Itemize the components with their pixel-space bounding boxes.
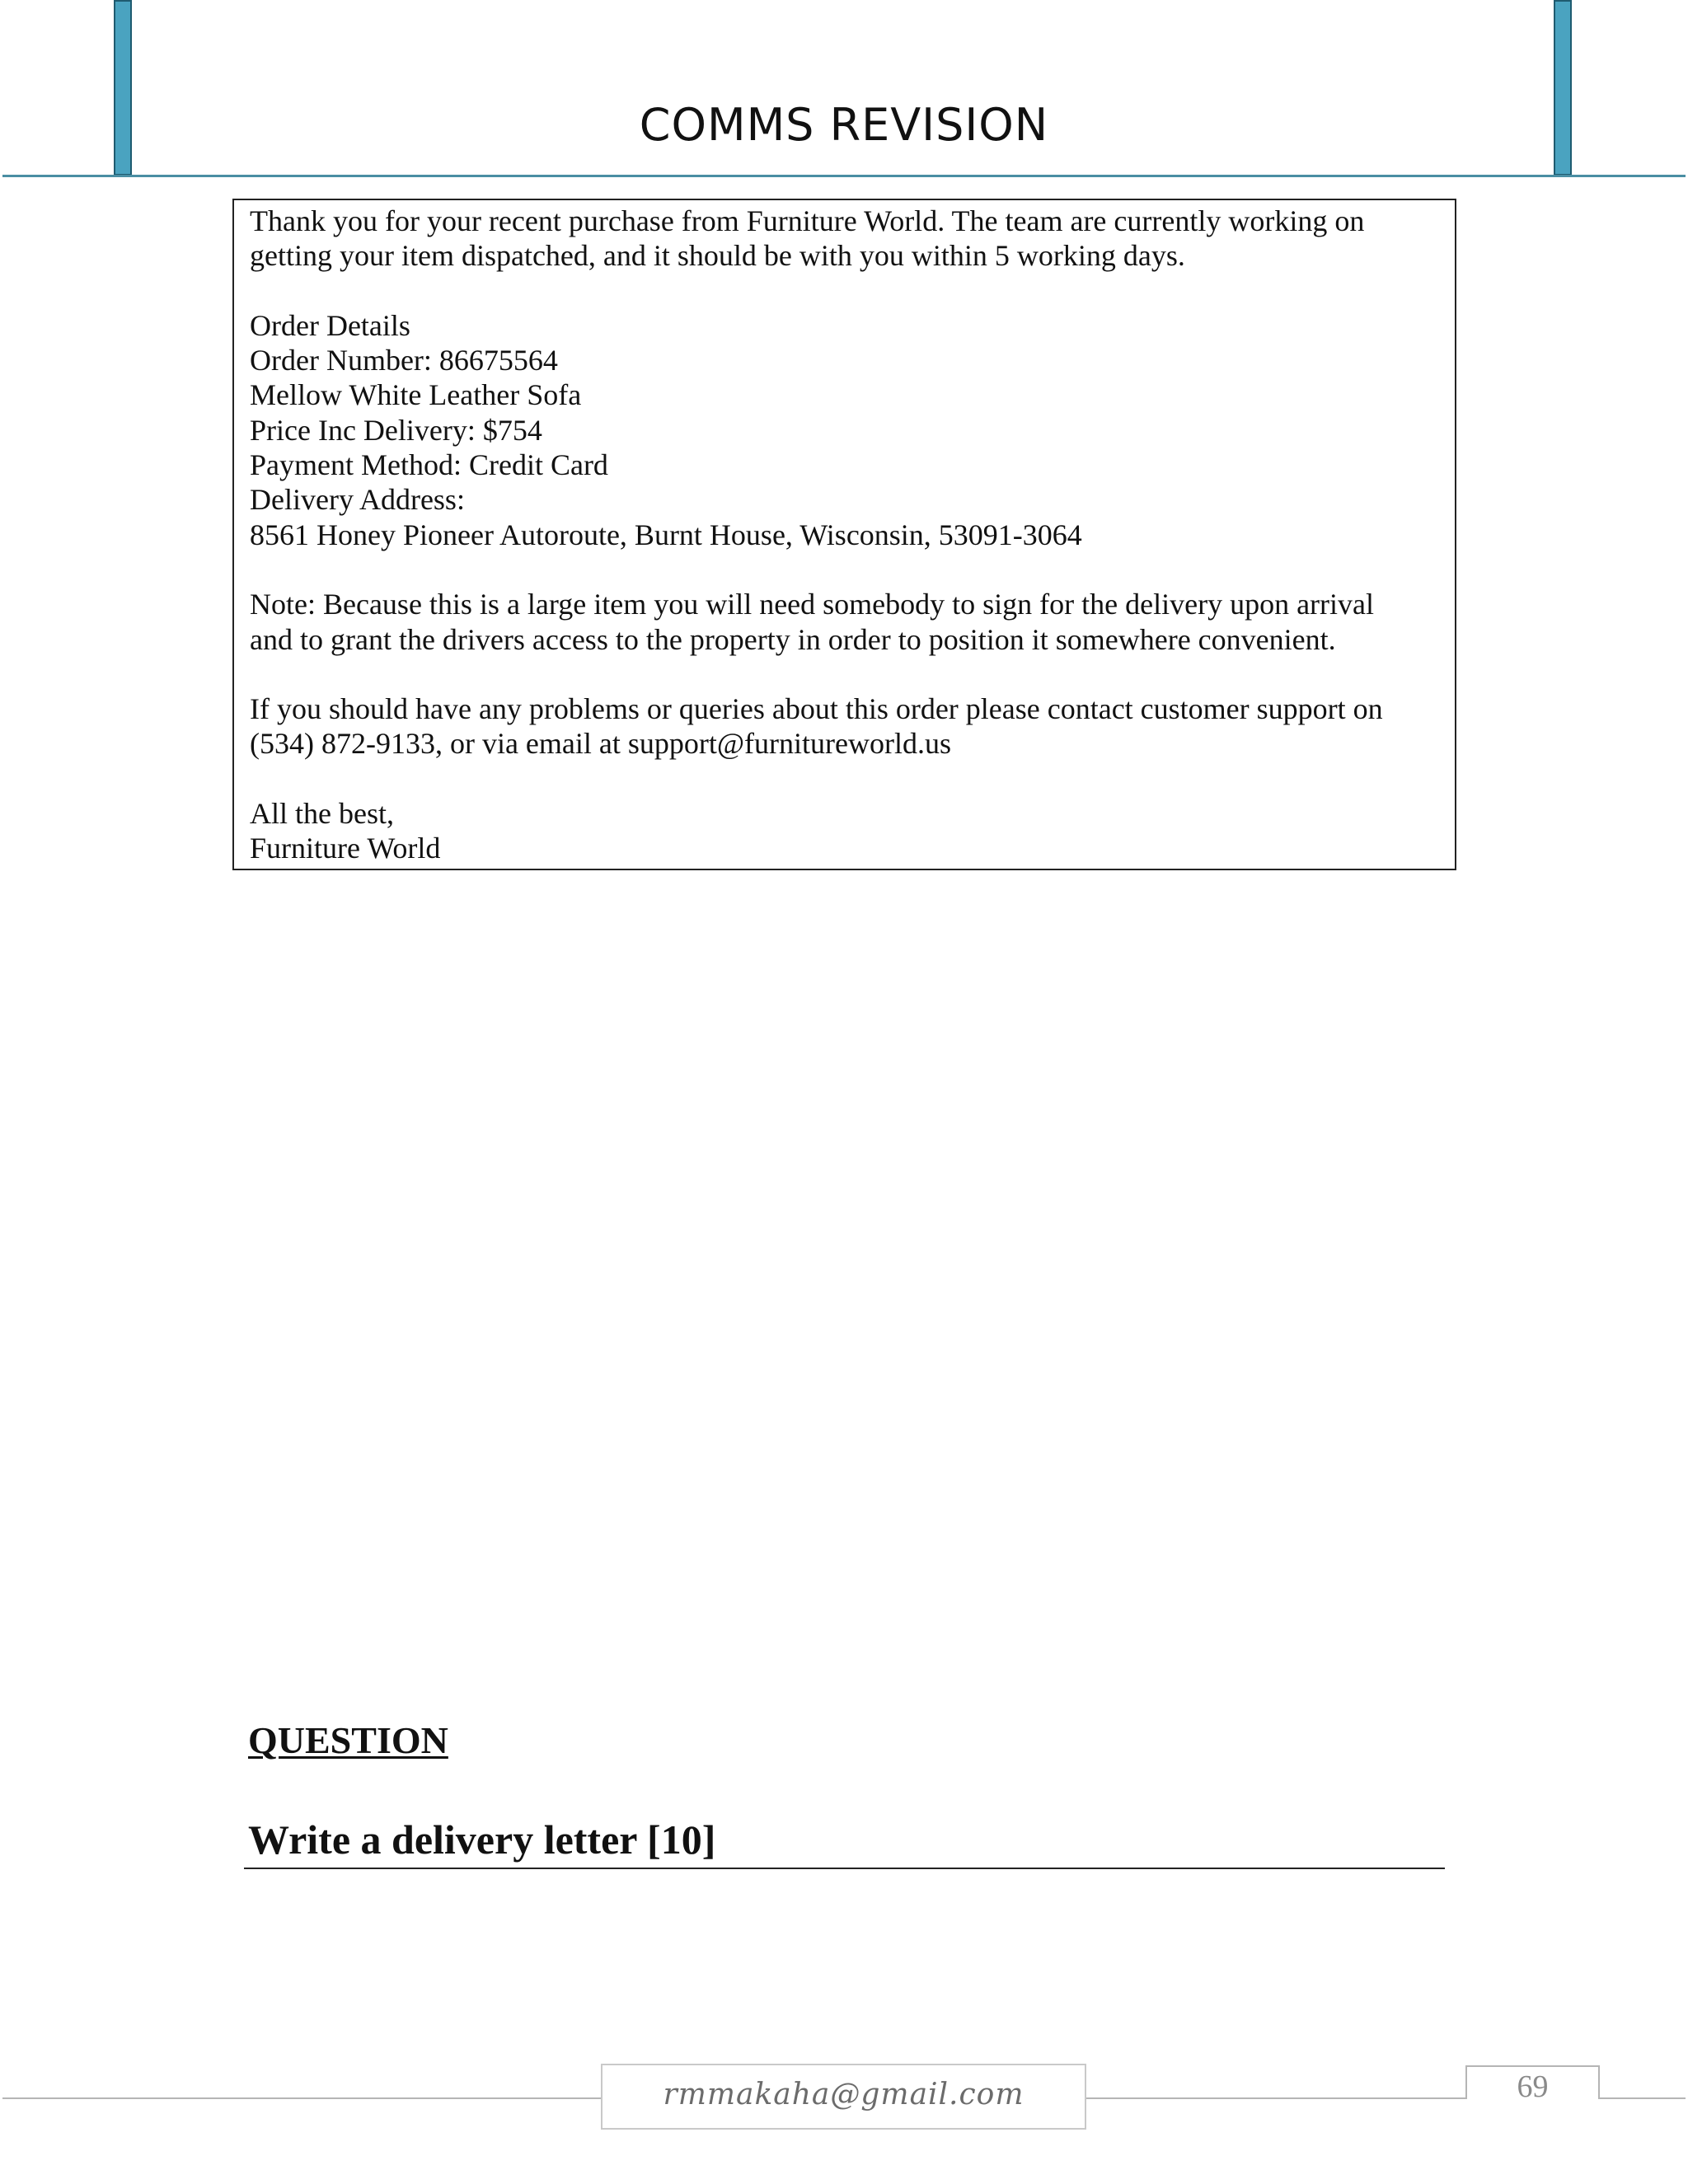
- delivery-address-value: 8561 Honey Pioneer Autoroute, Burnt House, Wisconsin, 53091-3064: [250, 518, 1082, 551]
- order-number: Order Number: 86675564: [250, 344, 558, 377]
- letter-note-line: and to grant the drivers access to the property in order to position it somewhere convenient.: [250, 622, 1336, 656]
- letter-intro-line: Thank you for your recent purchase from Furniture World. The team are currently working on: [250, 204, 1365, 237]
- header-divider: [2, 175, 1686, 177]
- question-text: Write a delivery letter [10]: [248, 1816, 716, 1863]
- order-item-name: Mellow White Leather Sofa: [250, 378, 582, 412]
- delivery-address-label: Delivery Address:: [250, 483, 465, 517]
- page-header-title: COMMS REVISION: [639, 99, 1049, 151]
- letter-note-line: Note: Because this is a large item you will need somebody to sign for the delivery upon arrival: [250, 588, 1375, 621]
- letter-support-line: (534) 872-9133, or via email at support@furnitureworld.us: [250, 727, 951, 761]
- question-underline: [244, 1868, 1445, 1869]
- paragraph-gap: [250, 762, 1455, 796]
- order-price: Price Inc Delivery: $754: [250, 413, 542, 447]
- page-number: 69: [1517, 2069, 1549, 2104]
- order-details-heading: Order Details: [250, 308, 410, 342]
- order-payment-method: Payment Method: Credit Card: [250, 448, 608, 482]
- question-heading: QUESTION: [248, 1719, 448, 1761]
- letter-signature: Furniture World: [250, 832, 441, 865]
- letter-support-line: If you should have any problems or queries about this order please contact customer support on: [250, 692, 1383, 726]
- footer-rule-middle: [1086, 2097, 1465, 2099]
- paragraph-gap: [250, 274, 1455, 308]
- paragraph-gap: [250, 657, 1455, 691]
- footer-email: rmmakaha@gmail.com: [601, 2064, 1086, 2130]
- paragraph-gap: [250, 552, 1455, 587]
- footer-rule-left: [2, 2097, 601, 2099]
- letter-signoff: All the best,: [250, 797, 394, 831]
- letter-intro-line: getting your item dispatched, and it should be with you within 5 working days.: [250, 239, 1185, 273]
- footer-rule-right: [1600, 2097, 1686, 2099]
- delivery-letter-box: [232, 199, 1456, 870]
